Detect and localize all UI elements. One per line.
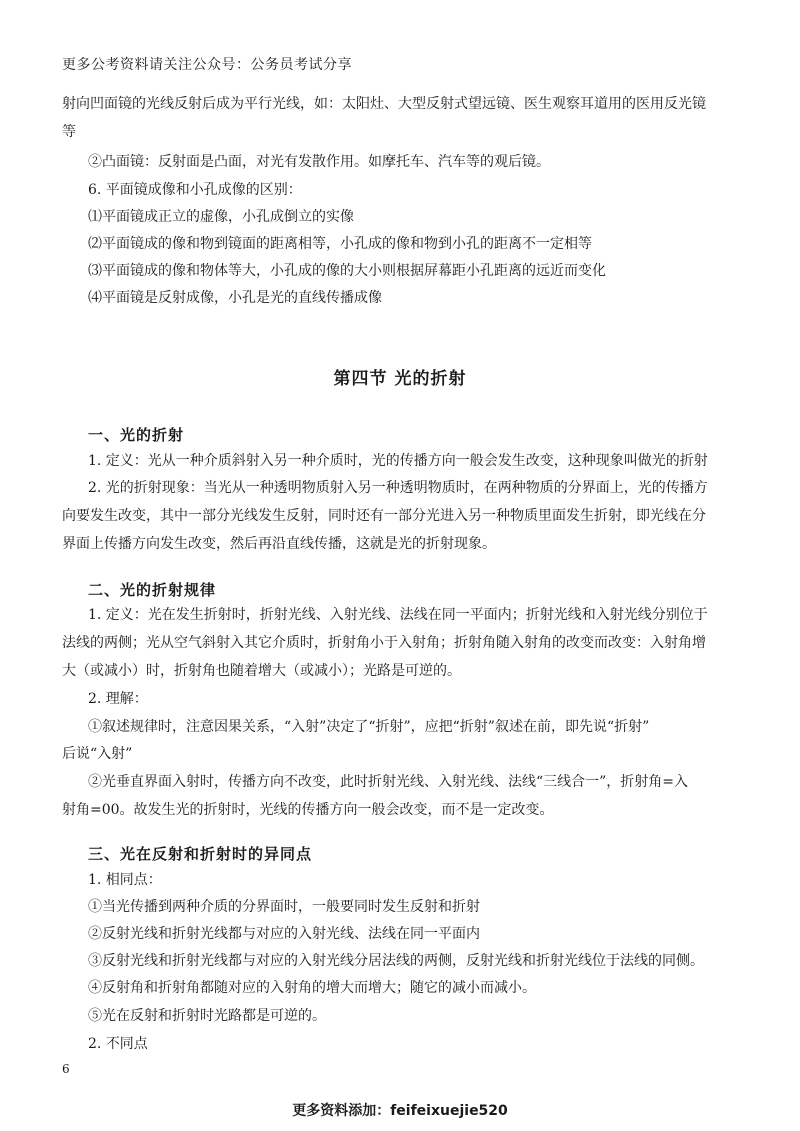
- list-item: ⑶平面镜成的像和物体等大，小孔成的像的大小则根据屏幕距小孔距离的远近而变化: [88, 263, 606, 279]
- text-line: 1. 定义：光在发生折射时，折射光线、入射光线、法线在同一平面内；折射光线和入射光线分别位于: [88, 607, 708, 623]
- heading-refraction: 一、光的折射: [88, 426, 185, 444]
- text-line: 射角=00。故发生光的折射时，光线的传播方向一般会改变，而不是一定改变。: [62, 802, 554, 818]
- text-line: 大（或减小）时，折射角也随着增大（或减小）；光路是可逆的。: [62, 663, 461, 679]
- list-item: ⑴平面镜成正立的虚像，小孔成倒立的实像: [88, 209, 354, 225]
- footer-contact: feifeixuejie520: [390, 1103, 508, 1119]
- text-line: ①叙述规律时，注意因果关系，“入射”决定了“折射”，应把“折射”叙述在前，即先说“折射”: [88, 719, 650, 735]
- text-line: 1. 定义：光从一种介质斜射入另一种介质时，光的传播方向一般会发生改变，这种现象叫做光的折射: [88, 453, 708, 469]
- text-line: 2. 不同点: [88, 1036, 148, 1052]
- text-line: 1. 相同点：: [88, 872, 162, 888]
- text-line: ②凸面镜：反射面是凸面，对光有发散作用。如摩托车、汽车等的观后镜。: [88, 154, 550, 170]
- list-item: ⑵平面镜成的像和物到镜面的距离相等，小孔成的像和物到小孔的距离不一定相等: [88, 236, 592, 252]
- list-item: ⑤光在反射和折射时光路都是可逆的。: [88, 1008, 326, 1024]
- page-number: 6: [62, 1062, 70, 1076]
- text-line: 6. 平面镜成像和小孔成像的区别：: [88, 182, 302, 198]
- list-item: ②反射光线和折射光线都与对应的入射光线、法线在同一平面内: [88, 926, 480, 942]
- footer-label: 更多资料添加：: [292, 1103, 391, 1119]
- text-line: ②光垂直界面入射时，传播方向不改变，此时折射光线、入射光线、法线“三线合一”，折射角=入: [88, 774, 689, 790]
- text-line: 2. 理解：: [88, 691, 148, 707]
- text-line: 界面上传播方向发生改变，然后再沿直线传播，这就是光的折射现象。: [62, 536, 496, 552]
- list-item: ①当光传播到两种介质的分界面时，一般要同时发生反射和折射: [88, 899, 480, 915]
- text-line: 射向凹面镜的光线反射后成为平行光线，如：太阳灶、大型反射式望远镜、医生观察耳道用的医用反光镜: [62, 96, 706, 112]
- text-line: 后说“入射”: [62, 746, 133, 762]
- page-footer: [0, 1100, 800, 1120]
- section-title: 第四节 光的折射: [333, 369, 467, 389]
- text-line: 法线的两侧；光从空气斜射入其它介质时，折射角小于入射角；折射角随入射角的改变而改变：入射角增: [62, 635, 706, 651]
- text-line: 等: [62, 124, 76, 140]
- heading-refraction-laws: 二、光的折射规律: [88, 581, 217, 599]
- text-line: 向要发生改变，其中一部分光线发生反射，同时还有一部分光进入另一种物质里面发生折射，即光线在分: [62, 508, 706, 524]
- text-line: 2. 光的折射现象：当光从一种透明物质射入另一种透明物质时，在两种物质的分界面上，光的传播方: [88, 480, 708, 496]
- list-item: ③反射光线和折射光线都与对应的入射光线分居法线的两侧，反射光线和折射光线位于法线的同侧。: [88, 953, 704, 969]
- heading-comparison: 三、光在反射和折射时的异同点: [88, 845, 313, 863]
- list-item: ④反射角和折射角都随对应的入射角的增大而增大；随它的减小而减小。: [88, 980, 536, 996]
- list-item: ⑷平面镜是反射成像，小孔是光的直线传播成像: [88, 290, 382, 306]
- page-header: 更多公考资料请关注公众号：公务员考试分享: [62, 57, 352, 73]
